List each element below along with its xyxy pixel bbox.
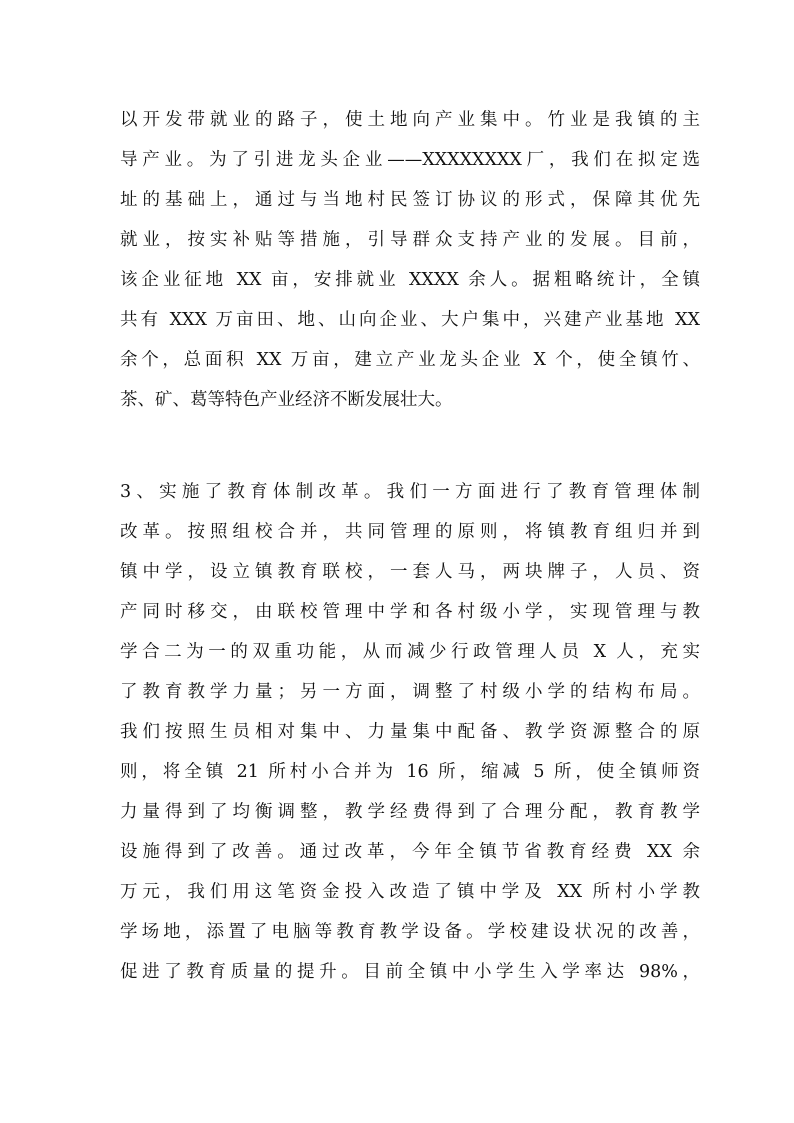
text-line: 共有 XXX 万亩田、地、山向企业、大户集中，兴建产业基地 XX bbox=[120, 310, 700, 330]
text-line: 学场地，添置了电脑等教育教学设备。学校建设状况的改善， bbox=[120, 922, 700, 942]
paragraph-industry bbox=[120, 100, 700, 420]
text-line: 促进了教育质量的提升。目前全镇中小学生入学率达 98%， bbox=[120, 962, 700, 982]
text-line: 该企业征地 XX 亩，安排就业 XXXX 余人。据粗略统计，全镇 bbox=[120, 270, 700, 290]
text-line: 学合二为一的双重功能，从而减少行政管理人员 X 人，充实 bbox=[120, 642, 700, 662]
text-line: 余个，总面积 XX 万亩，建立产业龙头企业 X 个，使全镇竹、 bbox=[120, 350, 700, 370]
text-line: 力量得到了均衡调整，教学经费得到了合理分配，教育教学 bbox=[120, 802, 700, 822]
text-line: 导产业。为了引进龙头企业——XXXXXXXX厂，我们在拟定选 bbox=[120, 150, 700, 170]
paragraph-education-reform bbox=[120, 472, 700, 992]
text-line: 了教育教学力量；另一方面，调整了村级小学的结构布局。 bbox=[120, 682, 700, 702]
text-line: 茶、矿、葛等特色产业经济不断发展壮大。 bbox=[120, 390, 453, 410]
text-line: 万元，我们用这笔资金投入改造了镇中学及 XX 所村小学教 bbox=[120, 882, 700, 902]
text-line: 改革。按照组校合并，共同管理的原则，将镇教育组归并到 bbox=[120, 522, 700, 542]
text-line: 设施得到了改善。通过改革，今年全镇节省教育经费 XX 余 bbox=[120, 842, 700, 862]
text-line: 我们按照生员相对集中、力量集中配备、教学资源整合的原 bbox=[120, 722, 700, 742]
text-line: 镇中学，设立镇教育联校，一套人马，两块牌子，人员、资 bbox=[120, 562, 700, 582]
text-line: 则，将全镇 21 所村小合并为 16 所，缩减 5 所，使全镇师资 bbox=[120, 762, 700, 782]
text-line: 址的基础上，通过与当地村民签订协议的形式，保障其优先 bbox=[120, 190, 700, 210]
text-line: 就业，按实补贴等措施，引导群众支持产业的发展。目前， bbox=[120, 230, 700, 250]
text-line: 产同时移交，由联校管理中学和各村级小学，实现管理与教 bbox=[120, 602, 700, 622]
text-line: 以开发带就业的路子，使土地向产业集中。竹业是我镇的主 bbox=[120, 110, 700, 130]
text-line: 3、实施了教育体制改革。我们一方面进行了教育管理体制 bbox=[120, 482, 700, 502]
